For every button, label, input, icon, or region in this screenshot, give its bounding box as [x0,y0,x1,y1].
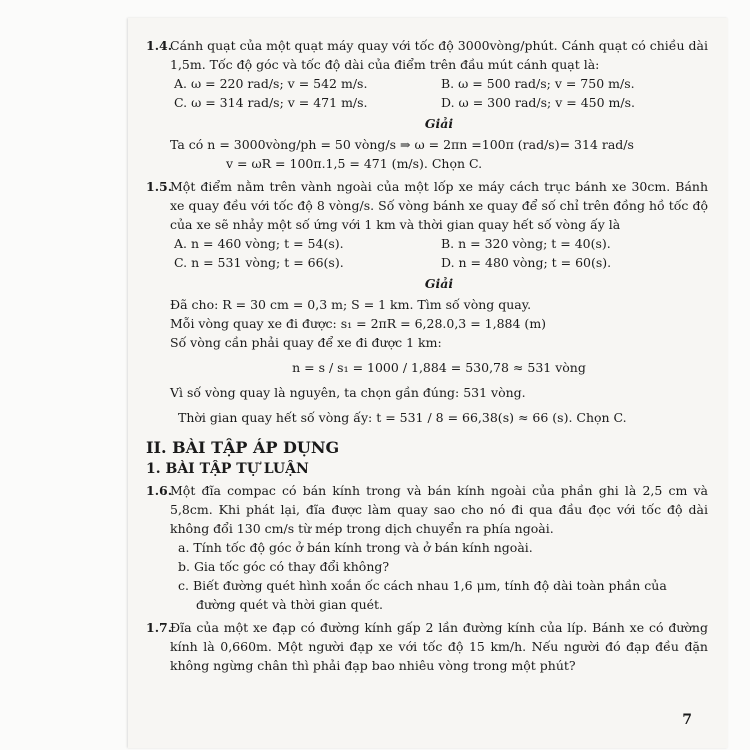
formula-line: n = s / s₁ = 1000 / 1,884 = 530,78 ≈ 531 vòng [292,360,586,375]
solution-line: Vì số vòng quay là nguyên, ta chọn gần đúng: 531 vòng. [170,385,526,400]
problem-text: Một đĩa compac có bán kính trong và bán kính ngoài của phần ghi là 2,5 cm và 5,8cm. Khi phát lại, đĩa được làm quay sao cho nó đi qua đầu đọc với tốc độ dài không đổi 130 cm/s từ mép trong dịch chuyển ra phía ngoài. [170,483,708,536]
solution-line: Ta có n = 3000vòng/ph = 50 vòng/s ⇒ ω = 2πn =100π (rad/s)= 314 rad/s [170,137,634,152]
problem-1-5 [146,177,708,427]
problem-number: 1.6. [146,483,173,498]
subsection-heading: 1. BÀI TẬP TỰ LUẬN [146,461,309,477]
page-content [146,36,708,675]
book-page [128,18,728,748]
solution-line: Đã cho: R = 30 cm = 0,3 m; S = 1 km. Tìm số vòng quay. [170,297,532,312]
option-b: B. n = 320 vòng; t = 40(s). [441,236,611,251]
problem-1-7 [146,618,708,675]
problem-1-6 [146,481,708,614]
option-c: C. n = 531 vòng; t = 66(s). [174,255,344,270]
page-number: 7 [682,712,692,728]
solution-title: Giải [424,276,454,291]
problem-text: Cánh quạt của một quạt máy quay với tốc độ 3000vòng/phút. Cánh quạt có chiều dài 1,5m. Tốc độ góc và tốc độ dài của điểm trên đầu mút cánh quạt là: [170,38,708,72]
solution-line: v = ωR = 100π.1,5 = 471 (m/s). Chọn C. [226,156,483,171]
answer-options [170,74,708,112]
formula-line: Thời gian quay hết số vòng ấy: t = 531 / 8 = 66,38(s) ≈ 66 (s). Chọn C. [178,410,627,425]
answer-options [170,234,708,272]
section-heading: II. BÀI TẬP ÁP DỤNG [146,438,340,457]
option-d: D. ω = 300 rad/s; v = 450 m/s. [441,95,635,110]
option-a: A. ω = 220 rad/s; v = 542 m/s. [174,76,368,91]
problem-number: 1.5. [146,179,173,194]
option-b: B. ω = 500 rad/s; v = 750 m/s. [441,76,635,91]
sub-question-c: c. Biết đường quét hình xoắn ốc cách nhau 1,6 μm, tính độ dài toàn phần của đường quét và thời gian quét. [178,578,667,612]
option-a: A. n = 460 vòng; t = 54(s). [174,236,344,251]
sub-question-b: b. Gia tốc góc có thay đổi không? [178,559,390,574]
sub-question-a: a. Tính tốc độ góc ở bán kính trong và ở bán kính ngoài. [178,540,533,555]
problem-number: 1.4. [146,38,173,53]
problem-text: Đĩa của một xe đạp có đường kính gấp 2 lần đường kính của líp. Bánh xe có đường kính là 0,660m. Một người đạp xe với tốc độ 15 km/h. Nếu người đó đạp đều đặn không ngừng chân thì phải đạp bao nhiêu vòng trong một phút? [170,620,708,673]
option-d: D. n = 480 vòng; t = 60(s). [441,255,612,270]
solution-line: Mỗi vòng quay xe đi được: s₁ = 2πR = 6,28.0,3 = 1,884 (m) [170,316,547,331]
option-c: C. ω = 314 rad/s; v = 471 m/s. [174,95,368,110]
problem-text: Một điểm nằm trên vành ngoài của một lốp xe máy cách trục bánh xe 30cm. Bánh xe quay đều với tốc độ 8 vòng/s. Số vòng bánh xe quay để số chỉ trên đồng hồ tốc độ của xe sẽ nhảy một số ứng với 1 km và thời gian quay hết số vòng ấy là [170,179,708,232]
problem-number: 1.7. [146,620,173,635]
solution-title: Giải [424,116,454,131]
problem-1-4 [146,36,708,173]
solution-line: Số vòng cần phải quay để xe đi được 1 km: [170,335,442,350]
